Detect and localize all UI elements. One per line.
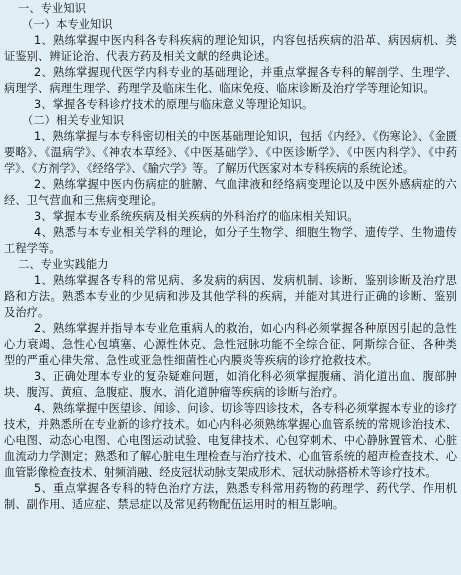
paragraph: 4、熟悉与本专业相关学科的理论，如分子生物学、细胞生物学、遗传学、生物遗传工程学等。 bbox=[4, 226, 457, 255]
paragraph: 2、熟练掌握现代医学内科专业的基础理论，并重点掌握各专科的解剖学、生理学、病理学、病理生理学、药理学及临床生化、临床免疫、临床诊断及治疗学等理论知识。 bbox=[4, 66, 457, 95]
paragraph: 2、熟练掌握中医内伤病症的脏腑、气血津液和经络病变理论以及中医外感病症的六经、卫气营血和三焦病变理论。 bbox=[4, 178, 457, 207]
paragraph: 3、掌握各专科诊疗技术的原理与临床意义等理论知识。 bbox=[34, 98, 314, 111]
section-heading: 一、专业知识 bbox=[18, 2, 87, 15]
paragraph: 4、熟练掌握中医望诊、闻诊、问诊、切诊等四诊技术，各专科必须掌握本专业的诊疗技术，并熟悉所在专业新的诊疗技术。如心内科必须熟练掌握心血管系统的常规诊治技术、心电图、动态心电图、心电图运动试验、电复律技术、心包穿刺术、中心静脉置管术、心脏血流动力学测定；熟悉和了解心脏电生理检查与治疗技术、心血管系统的超声检查技术、心血管影像检查技术、射频消融、经皮冠状动脉支架成形术、冠状动脉搭桥术等诊疗技术。 bbox=[4, 402, 457, 479]
paragraph: 5、重点掌握各专科的特色治疗方法，熟悉专科常用药物的药理学、药代学、作用机制、副作用、适应症、禁忌症以及常见药物配伍运用时的相互影响。 bbox=[4, 482, 457, 511]
subsection-heading: （二）相关专业知识 bbox=[22, 114, 125, 127]
paragraph: 1、熟练掌握与本专科密切相关的中医基础理论知识，包括《内经》、《伤寒论》、《金匮要略》、《温病学》、《神农本草经》、《中医基础学》、《中医诊断学》、《中医内科学》、《中药学》、《方剂学》、《经络学》、《腧穴学》等。了解历代医家对本专科疾病的系统论述。 bbox=[4, 130, 457, 175]
section-heading: 二、专业实践能力 bbox=[18, 258, 109, 271]
paragraph: 1、熟练掌握各专科的常见病、多发病的病因、发病机制、诊断、鉴别诊断及治疗思路和方法。熟悉本专业的少见病和涉及其他学科的疾病，并能对其进行正确的诊断、鉴别及治疗。 bbox=[4, 274, 457, 319]
paragraph: 3、掌握本专业系统疾病及相关疾病的外科治疗的临床相关知识。 bbox=[34, 210, 359, 223]
paragraph: 1、熟练掌握中医内科各专科疾病的理论知识，内容包括疾病的沿革、病因病机、类证鉴别、辨证论治、代表方药及相关文献的经典论述。 bbox=[4, 34, 457, 63]
subsection-heading: （一）本专业知识 bbox=[22, 18, 113, 31]
paragraph: 2、熟练掌握并指导本专业危重病人的救治，如心内科必须掌握各种原因引起的急性心力衰竭、急性心包填塞、心源性休克、急性冠脉功能不全综合征、阿斯综合征、各种类型的严重心律失常、急性或亚急性细菌性心内膜炎等疾病的诊疗抢救技术。 bbox=[4, 322, 457, 367]
paragraph: 3、正确处理本专业的复杂疑难问题，如消化科必须掌握腹痛、消化道出血、腹部肿块、腹泻、黄疸、急腹症、腹水、消化道肿瘤等疾病的诊断与治疗。 bbox=[4, 370, 457, 399]
